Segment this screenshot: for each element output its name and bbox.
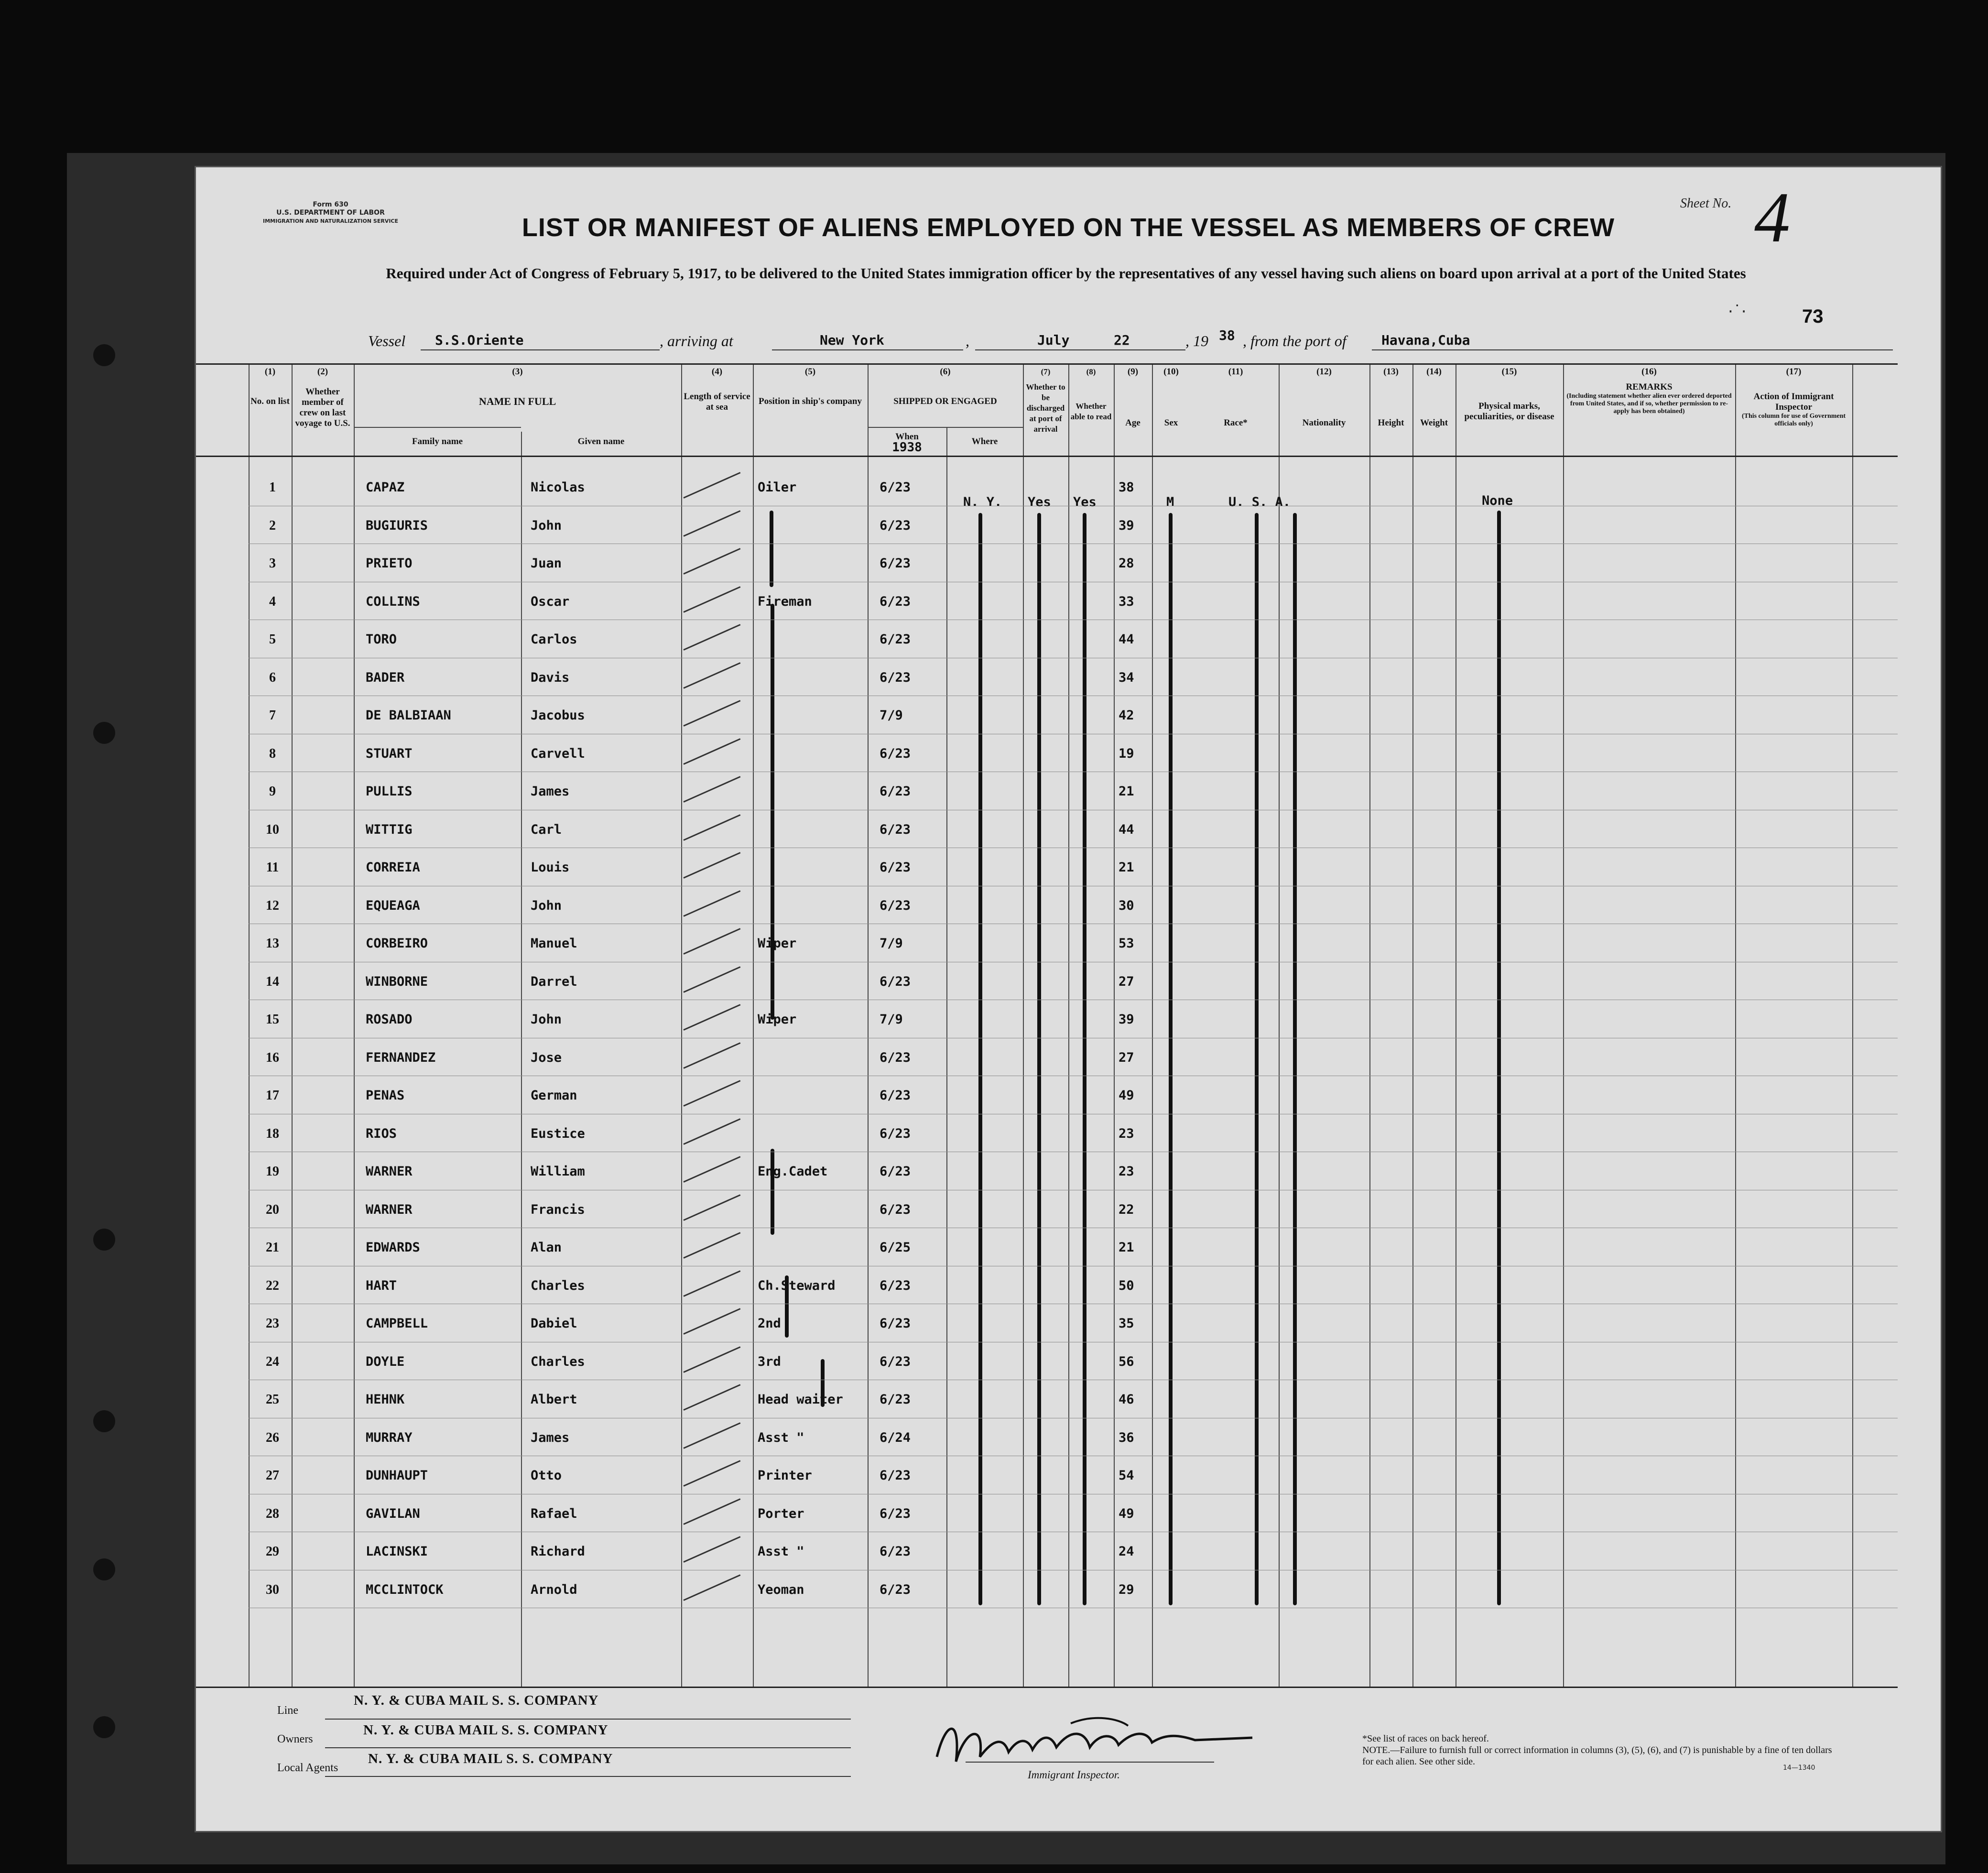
given-name: Eustice [531, 1126, 585, 1141]
shipped-date: 6/23 [880, 1202, 911, 1217]
position: Printer [758, 1468, 812, 1483]
given-name: Carvell [531, 746, 585, 761]
family-name: WITTIG [366, 822, 413, 837]
vessel-name: S.S.Oriente [435, 332, 524, 348]
length-of-service-mark [683, 1156, 740, 1183]
given-name: Albert [531, 1392, 577, 1407]
length-of-service-mark [683, 1574, 740, 1601]
row-number: 16 [266, 1050, 279, 1065]
shipped-date: 6/23 [880, 1050, 911, 1065]
shipped-date: 6/23 [880, 1506, 911, 1521]
col-12-header: (12) Nationality [1302, 367, 1346, 428]
row-number: 26 [266, 1430, 279, 1445]
shipped-date: 6/23 [880, 1126, 911, 1141]
row-number: 13 [266, 936, 279, 951]
col-6-when-header: When 1938 [892, 432, 922, 455]
footer [196, 1690, 1941, 1829]
vessel-info-line [368, 327, 1898, 356]
given-name: James [531, 1430, 570, 1445]
comma: , [966, 332, 969, 349]
age: 27 [1119, 974, 1134, 989]
page-number: 73 [1802, 306, 1824, 327]
shipped-date: 6/23 [880, 1392, 911, 1407]
given-name: Charles [531, 1278, 585, 1293]
family-name: DE BALBIAAN [366, 708, 451, 723]
age: 24 [1119, 1544, 1134, 1559]
length-of-service-mark [683, 814, 740, 841]
row-number: 4 [269, 594, 276, 609]
col-10-header: (10) Sex [1163, 367, 1179, 428]
length-of-service-mark [683, 1270, 740, 1297]
length-of-service-mark [683, 1346, 740, 1373]
position: Wiper [758, 1012, 797, 1027]
family-name: COLLINS [366, 594, 420, 609]
col-14-header: (14) Weight [1420, 367, 1448, 428]
family-name: HEHNK [366, 1392, 405, 1407]
age: 23 [1119, 1164, 1134, 1179]
arriving-port: New York [820, 332, 884, 348]
footer-notes: *See list of races on back hereof. NOTE.—Failure to furnish full or correct information in columns (3), (5), (6), and (7) is punishable by a fine of ten dollars for each alien. See other side. [1362, 1733, 1832, 1767]
ditto-mark [978, 513, 982, 1605]
shipped-date: 6/23 [880, 822, 911, 837]
given-name: John [531, 518, 562, 533]
given-name: Carl [531, 822, 562, 837]
vessel-label: Vessel [368, 332, 406, 349]
col-15-header: (15) Physical marks, peculiarities, or disease [1464, 367, 1554, 422]
shipped-date: 7/9 [880, 1012, 903, 1027]
shipped-date: 6/23 [880, 1088, 911, 1103]
row-number: 2 [269, 518, 276, 533]
row-number: 8 [269, 746, 276, 761]
given-name: John [531, 1012, 562, 1027]
col-6-header: (6) SHIPPED OR ENGAGED [893, 367, 997, 406]
line-value: N. Y. & CUBA MAIL S. S. COMPANY [354, 1693, 599, 1708]
family-name: PULLIS [366, 784, 413, 799]
nationality-value: U. S. A. [1228, 495, 1291, 510]
ditto-mark [1255, 513, 1259, 1605]
arriving-label: , arriving at [660, 332, 733, 349]
form-number: Form 630 [313, 201, 348, 208]
given-name: Otto [531, 1468, 562, 1483]
given-name: Davis [531, 670, 570, 685]
length-of-service-mark [683, 852, 740, 879]
age: 39 [1119, 1012, 1134, 1027]
age: 21 [1119, 784, 1134, 799]
age: 46 [1119, 1392, 1134, 1407]
family-name: PENAS [366, 1088, 405, 1103]
shipped-date: 6/23 [880, 746, 911, 761]
row-number: 17 [266, 1088, 279, 1103]
family-name: BUGIURIS [366, 518, 428, 533]
family-name: FERNANDEZ [366, 1050, 436, 1065]
binder-hole [93, 1229, 115, 1251]
family-name: DUNHAUPT [366, 1468, 428, 1483]
row-number: 27 [266, 1468, 279, 1483]
position: Ch.Steward [758, 1278, 836, 1293]
ditto-mark [1293, 513, 1297, 1605]
row-number: 18 [266, 1126, 279, 1141]
age: 19 [1119, 746, 1134, 761]
ditto-mark [771, 604, 774, 1020]
row-number: 14 [266, 974, 279, 989]
family-name: TORO [366, 632, 397, 647]
family-name: EDWARDS [366, 1240, 420, 1255]
age: 23 [1119, 1126, 1134, 1141]
length-of-service-mark [683, 928, 740, 955]
age: 28 [1119, 556, 1134, 571]
given-name: Jacobus [531, 708, 585, 723]
col-7-header: (7) Whether to be discharged at port of arrival [1026, 367, 1065, 434]
row-number: 25 [266, 1392, 279, 1407]
given-name: Charles [531, 1354, 585, 1369]
family-name: RIOS [366, 1126, 397, 1141]
page-subtitle: Required under Act of Congress of February 5, 1917, to be delivered to the United States immigration officer by the representatives of any vessel having such aliens on board upon arrival at a port of the United States [386, 265, 1746, 282]
given-name: Juan [531, 556, 562, 571]
given-name: German [531, 1088, 577, 1103]
year-suffix: 38 [1219, 327, 1235, 343]
family-name: MURRAY [366, 1430, 413, 1445]
service: IMMIGRATION AND NATURALIZATION SERVICE [263, 218, 399, 224]
ink-dots: ·˙· [1728, 302, 1747, 321]
age: 34 [1119, 670, 1134, 685]
family-name: CAPAZ [366, 480, 405, 495]
ditto-mark [1169, 513, 1173, 1605]
given-name: Dabiel [531, 1316, 577, 1331]
given-name: Rafael [531, 1506, 577, 1521]
row-number: 28 [266, 1506, 279, 1521]
shipped-date: 6/23 [880, 1316, 911, 1331]
position: 2nd [758, 1316, 781, 1331]
agents-label: Local Agents [277, 1762, 338, 1774]
col-13-header: (13) Height [1378, 367, 1404, 428]
length-of-service-mark [683, 624, 740, 651]
binder-hole [93, 1410, 115, 1432]
arrival-month: July [1037, 332, 1070, 348]
age: 53 [1119, 936, 1134, 951]
family-name: CORBEIRO [366, 936, 428, 951]
ditto-mark [771, 1149, 774, 1235]
length-of-service-mark [683, 586, 740, 613]
agents-value: N. Y. & CUBA MAIL S. S. COMPANY [368, 1751, 613, 1766]
age: 56 [1119, 1354, 1134, 1369]
family-name: HART [366, 1278, 397, 1293]
length-of-service-mark [683, 1042, 740, 1069]
shipped-date: 7/9 [880, 708, 903, 723]
department: U.S. DEPARTMENT OF LABOR [276, 209, 385, 217]
col-6-where-header: Where [971, 436, 998, 446]
shipped-date: 6/23 [880, 1544, 911, 1559]
given-name: John [531, 898, 562, 913]
family-name: CORREIA [366, 860, 420, 875]
family-name: ROSADO [366, 1012, 413, 1027]
row-number: 12 [266, 898, 279, 913]
col-2-header: (2) Whether member of crew on last voyage to U.S. [295, 367, 350, 428]
manifest-page [196, 167, 1941, 1831]
col-3-family-header: Family name [412, 436, 463, 446]
length-of-service-mark [683, 700, 740, 727]
row-number: 1 [269, 480, 276, 495]
family-name: DOYLE [366, 1354, 405, 1369]
row-number: 30 [266, 1582, 279, 1597]
sex-value: M [1166, 495, 1174, 510]
ditto-mark [1083, 513, 1086, 1605]
shipped-date: 6/23 [880, 480, 911, 495]
length-of-service-mark [683, 1194, 740, 1221]
col-5-header: (5) Position in ship's company [759, 367, 862, 406]
discharged-value: Yes [1028, 495, 1051, 510]
age: 50 [1119, 1278, 1134, 1293]
length-of-service-mark [683, 890, 740, 917]
given-name: Manuel [531, 936, 577, 951]
family-name: BADER [366, 670, 405, 685]
col-17-header: (17) Action of Immigrant Inspector (This column for use of Government officials only) [1741, 367, 1846, 427]
page-title: LIST OR MANIFEST OF ALIENS EMPLOYED ON THE VESSEL AS MEMBERS OF CREW [521, 213, 1615, 242]
binder-hole [93, 344, 115, 366]
sheet-number: 4 [1754, 178, 1790, 257]
shipped-date: 6/25 [880, 1240, 911, 1255]
length-of-service-mark [683, 776, 740, 803]
age: 35 [1119, 1316, 1134, 1331]
length-of-service-mark [683, 1308, 740, 1335]
length-of-service-mark [683, 472, 740, 499]
shipped-date: 6/23 [880, 518, 911, 533]
length-of-service-mark [683, 1498, 740, 1525]
given-name: James [531, 784, 570, 799]
age: 22 [1119, 1202, 1134, 1217]
row-number: 24 [266, 1354, 279, 1369]
age: 39 [1119, 518, 1134, 533]
col-11-header: (11) Race* [1224, 367, 1248, 428]
age: 54 [1119, 1468, 1134, 1483]
row-number: 6 [269, 670, 276, 685]
given-name: Carlos [531, 632, 577, 647]
family-name: PRIETO [366, 556, 413, 571]
age: 44 [1119, 822, 1134, 837]
from-port: Havana,Cuba [1381, 332, 1470, 348]
length-of-service-mark [683, 1004, 740, 1031]
shipped-date: 6/23 [880, 860, 911, 875]
row-number: 19 [266, 1164, 279, 1179]
family-name: EQUEAGA [366, 898, 420, 913]
shipped-date: 6/24 [880, 1430, 911, 1445]
family-name: GAVILAN [366, 1506, 420, 1521]
family-name: WARNER [366, 1164, 413, 1179]
age: 49 [1119, 1506, 1134, 1521]
shipped-date: 7/9 [880, 936, 903, 951]
given-name: Richard [531, 1544, 585, 1559]
position: Asst " [758, 1544, 804, 1559]
year-prefix: , 19 [1185, 332, 1208, 349]
given-name: Alan [531, 1240, 562, 1255]
inspector-label: Immigrant Inspector. [1028, 1769, 1120, 1781]
given-name: Jose [531, 1050, 562, 1065]
age: 30 [1119, 898, 1134, 913]
row-number: 7 [269, 708, 276, 723]
row-number: 11 [266, 860, 279, 875]
ditto-mark [1497, 511, 1501, 1605]
row-number: 5 [269, 632, 276, 647]
col-9-header: (9) Age [1125, 367, 1141, 428]
crew-table [196, 363, 1898, 1688]
given-name: Arnold [531, 1582, 577, 1597]
row-number: 9 [269, 784, 276, 799]
shipped-date: 6/23 [880, 594, 911, 609]
position: Eng.Cadet [758, 1164, 828, 1179]
shipped-date: 6/23 [880, 556, 911, 571]
shipped-date: 6/23 [880, 974, 911, 989]
length-of-service-mark [683, 1460, 740, 1487]
owners-label: Owners [277, 1733, 313, 1745]
col-3-header: (3) NAME IN FULL [478, 367, 556, 407]
family-name: STUART [366, 746, 413, 761]
shipped-date: 6/23 [880, 1582, 911, 1597]
age: 27 [1119, 1050, 1134, 1065]
shipped-date: 6/23 [880, 784, 911, 799]
family-name: CAMPBELL [366, 1316, 428, 1331]
position: Asst " [758, 1430, 804, 1445]
given-name: Nicolas [531, 480, 585, 495]
from-label: , from the port of [1243, 332, 1347, 349]
length-of-service-mark [683, 966, 740, 993]
shipped-date: 6/23 [880, 670, 911, 685]
col-8-header: (8) Whether able to read [1070, 367, 1112, 421]
family-name: WINBORNE [366, 974, 428, 989]
col-1-header: (1) No. on list [250, 367, 290, 406]
ditto-mark [770, 511, 773, 587]
given-name: Oscar [531, 594, 570, 609]
col-4-header: (4) Length of service at sea [684, 367, 750, 412]
read-value: Yes [1073, 495, 1097, 510]
row-number: 20 [266, 1202, 279, 1217]
given-name: Darrel [531, 974, 577, 989]
given-name: Louis [531, 860, 570, 875]
length-of-service-mark [683, 510, 740, 537]
family-name: MCCLINTOCK [366, 1582, 444, 1597]
form-code: 14—1340 [1783, 1764, 1815, 1772]
where-value: N. Y. [963, 495, 1002, 510]
age: 29 [1119, 1582, 1134, 1597]
given-name: Francis [531, 1202, 585, 1217]
col-16-header: (16) REMARKS (Including statement whether alien ever ordered deported from United States, and if so, whether permission to re-apply has been obtained) [1566, 367, 1732, 415]
row-number: 10 [266, 822, 279, 837]
col-3-given-header: Given name [577, 436, 625, 446]
length-of-service-mark [683, 1118, 740, 1145]
position: Porter [758, 1506, 804, 1521]
row-number: 23 [266, 1316, 279, 1331]
length-of-service-mark [683, 662, 740, 689]
length-of-service-mark [683, 548, 740, 575]
length-of-service-mark [683, 1422, 740, 1449]
row-number: 15 [266, 1012, 279, 1027]
row-number: 3 [269, 556, 276, 571]
age: 21 [1119, 1240, 1134, 1255]
line-label: Line [277, 1704, 298, 1717]
length-of-service-mark [683, 1232, 740, 1259]
binder-hole [93, 722, 115, 744]
length-of-service-mark [683, 1080, 740, 1107]
shipped-date: 6/23 [880, 1468, 911, 1483]
binder-hole [93, 1716, 115, 1738]
sheet-label: Sheet No. [1680, 196, 1732, 211]
row-number: 22 [266, 1278, 279, 1293]
shipped-date: 6/23 [880, 1278, 911, 1293]
position: Head waiter [758, 1392, 843, 1407]
ditto-mark [1037, 513, 1041, 1605]
age: 38 [1119, 480, 1134, 495]
length-of-service-mark [683, 1384, 740, 1411]
length-of-service-mark [683, 1536, 740, 1563]
position: Oiler [758, 480, 797, 495]
age: 44 [1119, 632, 1134, 647]
row-number: 29 [266, 1544, 279, 1559]
arrival-day: 22 [1114, 332, 1130, 348]
given-name: William [531, 1164, 585, 1179]
shipped-date: 6/23 [880, 898, 911, 913]
shipped-date: 6/23 [880, 1164, 911, 1179]
age: 42 [1119, 708, 1134, 723]
owners-value: N. Y. & CUBA MAIL S. S. COMPANY [363, 1722, 608, 1738]
inspector-signature [927, 1709, 1262, 1776]
length-of-service-mark [683, 738, 740, 765]
family-name: LACINSKI [366, 1544, 428, 1559]
position: 3rd [758, 1354, 781, 1369]
age: 21 [1119, 860, 1134, 875]
physical-value: None [1482, 493, 1513, 508]
position: Yeoman [758, 1582, 804, 1597]
binder-hole [93, 1558, 115, 1580]
position: Fireman [758, 594, 812, 609]
age: 49 [1119, 1088, 1134, 1103]
age: 36 [1119, 1430, 1134, 1445]
row-number: 21 [266, 1240, 279, 1255]
shipped-date: 6/23 [880, 632, 911, 647]
family-name: WARNER [366, 1202, 413, 1217]
position: Wiper [758, 936, 797, 951]
shipped-date: 6/23 [880, 1354, 911, 1369]
age: 33 [1119, 594, 1134, 609]
